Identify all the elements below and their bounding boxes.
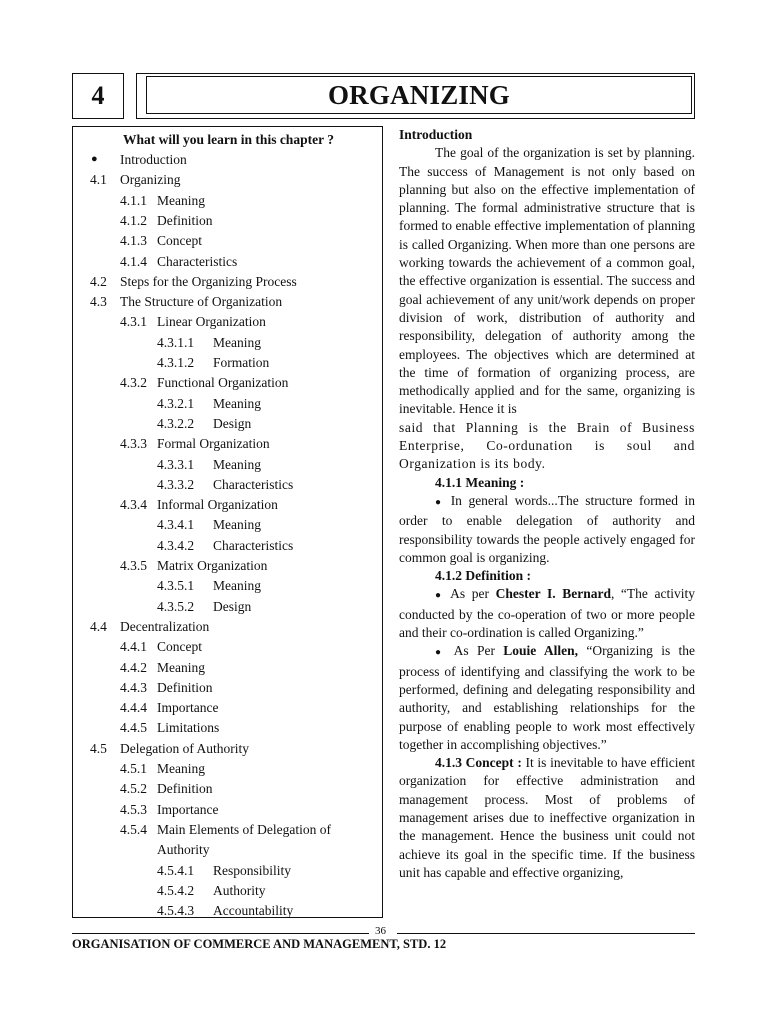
intro-paragraph-end: said that Planning is the Brain of Business Enterprise, Co-ordunation is soul and Organization is its body. (399, 419, 695, 472)
contents-number: 4.1.2 (120, 212, 147, 228)
def1-text: , “The activity conducted by the co-operation of two or more people and their co-ordination is called Organizing.” (399, 586, 696, 641)
def2-prefix: As Per (453, 643, 495, 659)
contents-label: Informal Organization (157, 497, 278, 513)
contents-label: Organizing (120, 172, 181, 188)
contents-label: Meaning (213, 334, 261, 350)
contents-number: 4.4 (90, 618, 107, 634)
contents-number: 4.3.1.2 (157, 355, 195, 370)
contents-number: 4.3.4 (120, 497, 147, 513)
contents-label: Formation (213, 355, 270, 370)
contents-label: Accountability (213, 903, 294, 919)
contents-label: Responsibility (213, 862, 292, 878)
meaning-paragraph (399, 492, 695, 567)
contents-number: 4.3.1.1 (157, 334, 195, 350)
concept-paragraph (399, 754, 695, 882)
contents-label: Definition (157, 679, 213, 695)
footer-rule-left (72, 933, 369, 934)
contents-number: 4.5.4.2 (157, 882, 195, 898)
contents-label: Design (213, 415, 252, 431)
contents-number: 4.4.4 (120, 700, 147, 716)
contents-label: Meaning (213, 517, 261, 533)
contents-label: Concept (157, 233, 202, 249)
contents-number: 4.5 (90, 740, 107, 756)
contents-label: Definition (157, 212, 213, 228)
contents-number: 4.5.4.1 (157, 862, 195, 878)
concept-text: It is inevitable to have efficient organization for effective administration and management process. Most of problems of management arises due to ineffective organization in the management. Hence the business unit could not achieve its goal in the specific time. If the business unit has capable and effective organizing, (399, 755, 695, 880)
meaning-heading: 4.1.1 Meaning : (435, 474, 525, 490)
def1-prefix: As per (450, 586, 490, 602)
intro-heading: Introduction (399, 127, 473, 142)
contents-label: Matrix Organization (157, 558, 268, 573)
contents-label: Functional Organization (157, 375, 289, 391)
contents-number: 4.3.5.1 (157, 578, 195, 594)
footer-title: ORGANISATION OF COMMERCE AND MANAGEMENT, STD. 12 (72, 937, 447, 951)
contents-label: Delegation of Authority (120, 740, 249, 756)
intro-paragraph: The goal of the organization is set by planning. The success of Management is not only based on planning but also on the effective implementation of planning. The formal administrative structure that is formed to enable effective implementation of planning is called Organizing. When more than one persons are working towards the achievement of a common goal, the effective organization is essential. The success and goal achievement of any unit/work depends on proper division of work, distribution of authority and responsibility, delegation of authority among the employees. The objectives which are determined at the time of formation of organizing process, are methodically applied and for the same, organizing is inevitable. Hence it is (399, 145, 695, 417)
contents-label: Concept (157, 639, 202, 655)
contents-label: Design (213, 598, 252, 614)
contents-number: 4.5.4.3 (157, 903, 195, 919)
contents-label: Importance (157, 700, 219, 716)
bullet: ● (435, 496, 445, 508)
contents-number: 4.3.4.2 (157, 537, 195, 553)
contents-number: 4.3.1 (120, 314, 147, 330)
contents-number: 4.4.3 (120, 679, 147, 695)
definition-2 (399, 642, 695, 754)
contents-label: Limitations (157, 720, 220, 736)
contents-number: 4.5.2 (120, 781, 147, 797)
concept-heading: 4.1.3 Concept : (435, 755, 522, 771)
contents-number: 4.3.5 (120, 558, 147, 573)
chapter-title: ORGANIZING (146, 76, 692, 114)
contents-number: 4.5.4 (120, 821, 147, 837)
contents-number: 4.3.3.1 (157, 456, 195, 472)
meaning-text: In general words...The structure formed in order to enable delegation of authority and responsibility towards the people actively engaged for common goal is organizing. (399, 492, 696, 565)
contents-number: 4.4.5 (120, 720, 147, 736)
contents-number: 4.2 (90, 273, 107, 289)
contents-number: 4.3.2.2 (157, 415, 195, 431)
contents-number: 4.3.2 (120, 375, 147, 391)
bullet: ● (435, 647, 447, 659)
contents-label: Characteristics (213, 537, 294, 553)
contents-label: Meaning (157, 761, 205, 776)
contents-label: Linear Organization (157, 314, 266, 330)
contents-label: Formal Organization (157, 436, 270, 452)
contents-number: 4.3.2.1 (157, 395, 195, 411)
definition-1 (399, 585, 695, 642)
contents-label: Meaning (157, 192, 205, 208)
contents-label: Steps for the Organizing Process (120, 273, 297, 289)
contents-number: 4.3 (90, 294, 107, 310)
contents-label: Meaning (213, 578, 261, 594)
contents-label: Meaning (213, 456, 261, 472)
contents-number: 4.1 (90, 172, 107, 188)
contents-label: Definition (157, 781, 213, 797)
definition-heading: 4.1.2 Definition : (435, 568, 531, 584)
contents-number: 4.3.4.1 (157, 517, 195, 533)
contents-number: 4.4.1 (120, 639, 147, 655)
contents-label: Main Elements of Delegation of (157, 821, 331, 837)
contents-number: 4.3.5.2 (157, 598, 195, 614)
contents-label: Authority (213, 882, 266, 898)
contents-label: Meaning (213, 395, 261, 411)
contents-number: 4.4.2 (120, 659, 147, 675)
page-number: 36 (375, 925, 386, 937)
contents-label: Meaning (157, 659, 205, 675)
contents-number: 4.3.3.2 (157, 476, 195, 492)
contents-number: 4.1.3 (120, 233, 147, 249)
contents-label: Authority (157, 842, 210, 858)
contents-number: 4.5.3 (120, 801, 147, 817)
chapter-body (399, 126, 695, 882)
contents-label: The Structure of Organization (120, 294, 283, 310)
def2-text: “Organizing is the process of identifying and classifying the work to be performed, defining and delegating responsibility and authority, and establishing relationships for the purpose of enabling people to work most effectively together in accomplishing objectives.” (399, 643, 696, 752)
def1-author: Chester I. Bernard (495, 586, 611, 602)
contents-number: 4.1.4 (120, 253, 147, 269)
contents-number: 4.5.1 (120, 761, 147, 776)
def2-author: Louie Allen, (503, 643, 579, 659)
chapter-contents-box (72, 126, 383, 918)
contents-number: 4.3.3 (120, 436, 147, 452)
contents-label: Introduction (120, 152, 187, 167)
bullet: ● (435, 590, 445, 602)
contents-bullet: ● (91, 153, 98, 165)
contents-heading: What will you learn in this chapter ? (123, 132, 334, 147)
contents-number: 4.1.1 (120, 192, 147, 208)
footer-rule-right (397, 933, 695, 934)
contents-label: Characteristics (157, 253, 238, 269)
chapter-number: 4 (72, 73, 124, 119)
contents-label: Characteristics (213, 476, 294, 492)
contents-label: Importance (157, 801, 219, 817)
contents-label: Decentralization (120, 618, 210, 634)
